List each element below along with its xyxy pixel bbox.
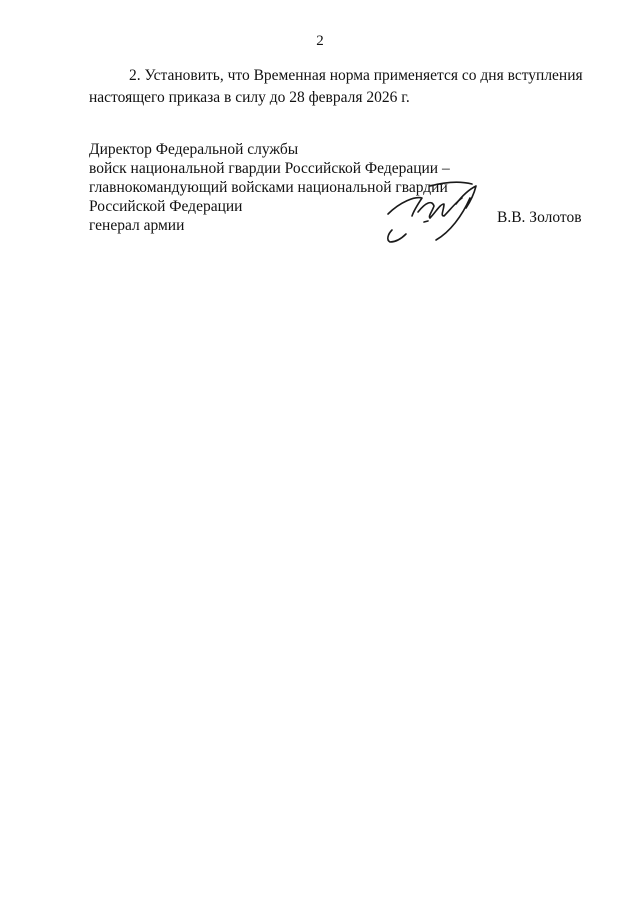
signatory-title-line: главнокомандующий войсками национальной гвардии bbox=[89, 179, 448, 196]
clause-paragraph bbox=[89, 65, 581, 109]
signer-name: В.В. Золотов bbox=[497, 209, 582, 226]
signatory-title-line: генерал армии bbox=[89, 217, 185, 234]
clause-line-2: настоящего приказа в силу до 28 февраля 2026 г. bbox=[89, 89, 410, 106]
signatory-title-line: войск национальной гвардии Российской Федерации – bbox=[89, 160, 450, 177]
signatory-title-line: Российской Федерации bbox=[89, 198, 243, 215]
signatory-title-line: Директор Федеральной службы bbox=[89, 141, 299, 158]
handwritten-signature bbox=[370, 172, 500, 250]
page-number: 2 bbox=[316, 33, 324, 49]
clause-line-1: 2. Установить, что Временная норма применяется со дня вступления bbox=[129, 67, 583, 84]
